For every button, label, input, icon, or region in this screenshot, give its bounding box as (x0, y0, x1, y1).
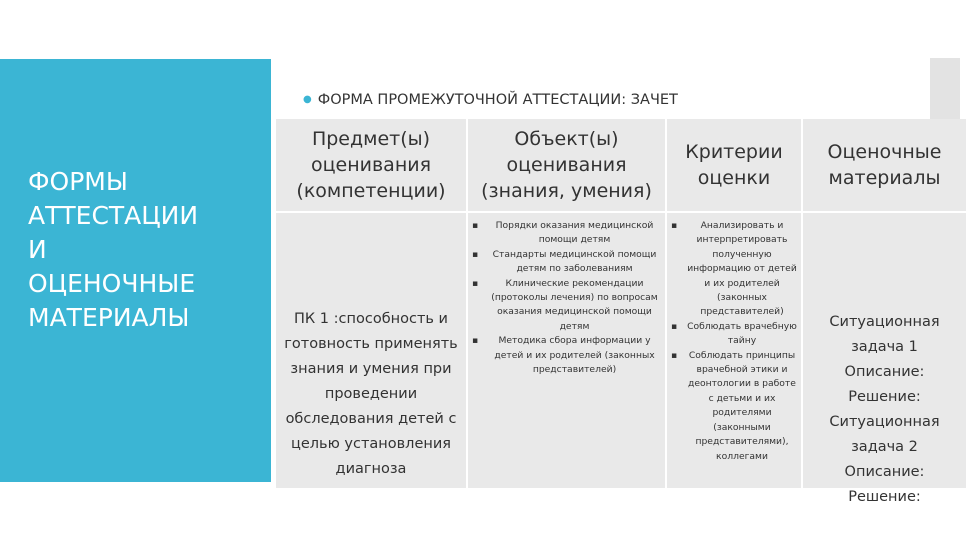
bullet-icon: ● (303, 94, 312, 105)
header-subject: Предмет(ы) оценивания (компетенции) (276, 119, 466, 211)
assessment-table (276, 119, 960, 505)
materials-cell (803, 213, 966, 505)
list-item: ▪ Соблюдать врачебную тайну (671, 320, 797, 349)
list-item: ▪ Анализировать и интерпретировать полученную информацию от детей и их родителей (законных представителей) (671, 219, 797, 320)
attestation-form-heading (303, 92, 678, 108)
material-line: Ситуационная задача 1 (829, 314, 940, 355)
material-line: Ситуационная задача 2 (829, 414, 940, 455)
criteria-list (667, 213, 801, 464)
objects-list (468, 213, 665, 377)
materials-text (803, 213, 966, 510)
header-criteria: Критерии оценки (667, 119, 801, 211)
side-title: ФОРМЫ АТТЕСТАЦИИ И ОЦЕНОЧНЫЕ МАТЕРИАЛЫ (28, 167, 199, 332)
attestation-form-text: ФОРМА ПРОМЕЖУТОЧНОЙ АТТЕСТАЦИИ: ЗАЧЕТ (317, 92, 678, 108)
material-line: Описание: (844, 364, 925, 380)
list-item: ▪ Клинические рекомендации (протоколы лечения) по вопросам оказания медицинской помощи детям (472, 277, 661, 335)
header-object: Объект(ы) оценивания (знания, умения) (468, 119, 665, 211)
objects-cell (468, 213, 665, 488)
header-materials: Оценочные материалы (803, 119, 966, 211)
material-line: Описание: (844, 464, 925, 480)
competence-cell (276, 213, 466, 488)
criteria-cell (667, 213, 801, 488)
material-line: Решение: (848, 489, 921, 505)
scrollbar[interactable] (930, 58, 960, 120)
list-item: ▪ Методика сбора информации у детей и их родителей (законных представителей) (472, 334, 661, 377)
list-item: ▪ Порядки оказания медицинской помощи детям (472, 219, 661, 248)
material-line: Решение: (848, 389, 921, 405)
competence-text: ПК 1 :способность и готовность применять знания и умения при проведении обследования детей с целью установления диагноза (284, 311, 458, 477)
list-item: ▪ Стандарты медицинской помощи детям по заболеваниям (472, 248, 661, 277)
list-item: ▪ Соблюдать принципы врачебной этики и деонтологии в работе с детьми и их родителями (законными представителями), коллегами (671, 349, 797, 464)
